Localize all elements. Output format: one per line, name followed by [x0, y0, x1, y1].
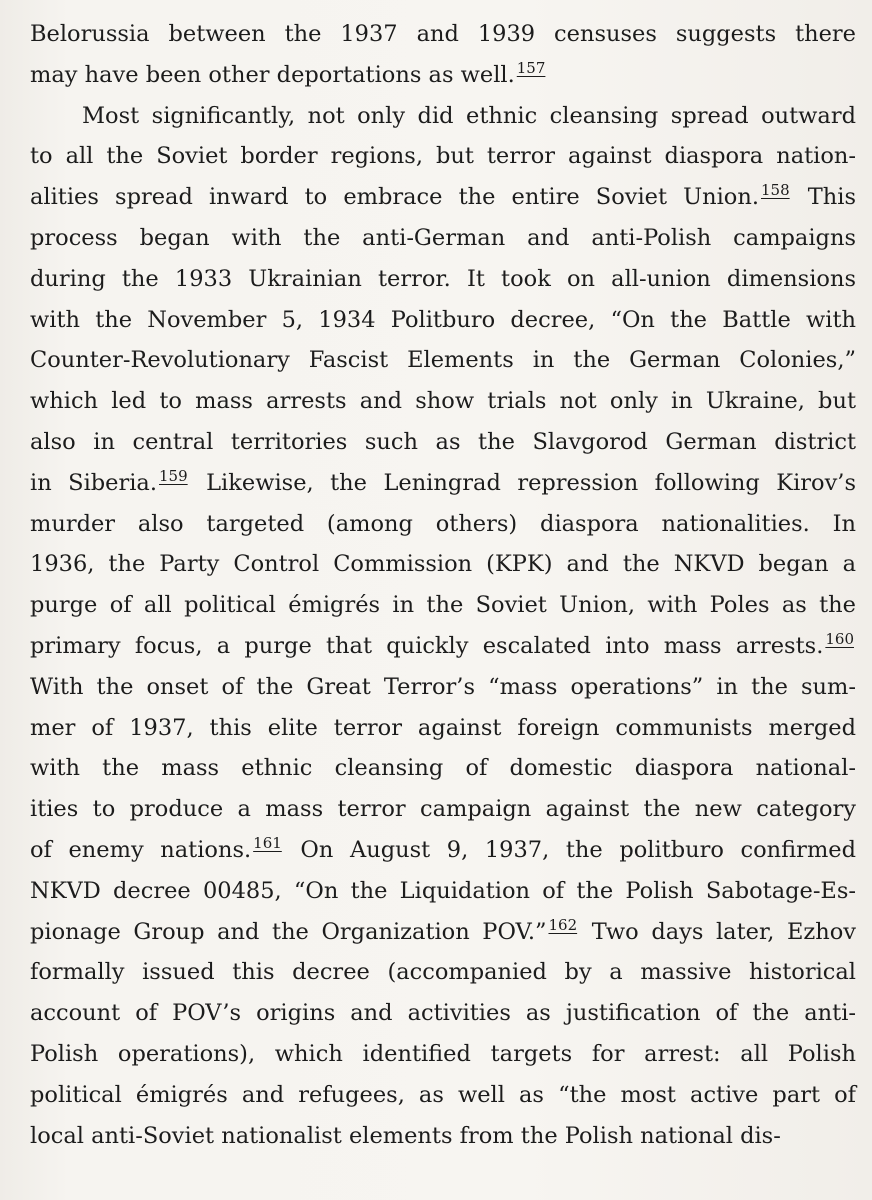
text-line	[30, 463, 856, 504]
text-segment: during the 1933 Ukrainian terror. It took on all-union dimensions	[30, 265, 856, 292]
text-line	[30, 993, 856, 1034]
text-line	[30, 1075, 856, 1116]
footnote-marker[interactable]: 160	[825, 629, 854, 648]
text-segment: Two days later, Ezhov	[579, 918, 857, 945]
text-segment: Counter-Revolutionary Fascist Elements in the German Colonies,”	[30, 347, 856, 374]
text-line	[30, 300, 856, 341]
text-line	[30, 871, 856, 912]
text-segment: 1936, the Party Control Commission (KPK) and the NKVD began a	[30, 551, 856, 578]
text-line	[30, 626, 856, 667]
text-segment: Likewise, the Leningrad repression following Kirov’s	[189, 469, 856, 496]
text-line	[30, 585, 856, 626]
text-segment: account of POV’s origins and activities as justification of the anti-	[30, 1000, 856, 1027]
text-line	[30, 830, 856, 871]
text-line	[30, 259, 856, 300]
text-segment: alities spread inward to embrace the entire Soviet Union.	[30, 184, 759, 211]
text-segment: With the onset of the Great Terror’s “mass operations” in the sum-	[30, 673, 856, 700]
body-text	[30, 14, 856, 1156]
footnote-marker[interactable]: 158	[760, 181, 790, 200]
text-segment: primary focus, a purge that quickly escalated into mass arrests.	[30, 632, 824, 659]
text-segment: Polish operations), which identified targets for arrest: all Polish	[30, 1040, 856, 1067]
text-segment: in Siberia.	[30, 469, 157, 496]
text-line	[30, 177, 856, 218]
text-line	[30, 667, 856, 708]
text-line	[30, 748, 856, 789]
text-segment: pionage Group and the Organization POV.”	[30, 918, 547, 945]
text-line	[30, 381, 856, 422]
text-line	[30, 340, 856, 381]
text-line	[30, 708, 856, 749]
text-segment: local anti-Soviet nationalist elements from the Polish national dis-	[30, 1122, 781, 1149]
text-segment: mer of 1937, this elite terror against foreign communists merged	[30, 714, 856, 741]
text-segment: Most significantly, not only did ethnic cleansing spread outward	[82, 102, 856, 129]
text-segment: Belorussia between the 1937 and 1939 censuses suggests there	[30, 21, 856, 47]
text-line	[30, 1034, 856, 1075]
text-line	[30, 422, 856, 463]
text-segment: may have been other deportations as well.	[30, 61, 515, 88]
text-line	[30, 14, 856, 55]
text-line	[30, 544, 856, 585]
text-segment: process began with the anti-German and anti-Polish campaigns	[30, 224, 856, 251]
text-line	[30, 55, 856, 96]
text-segment: On August 9, 1937, the politburo confirmed	[283, 836, 856, 863]
text-line	[30, 789, 856, 830]
text-segment: purge of all political émigrés in the Soviet Union, with Poles as the	[30, 592, 856, 619]
text-segment: which led to mass arrests and show trials not only in Ukraine, but	[30, 388, 856, 415]
text-segment: with the November 5, 1934 Politburo decree, “On the Battle with	[30, 306, 856, 333]
text-line	[30, 912, 856, 953]
text-line	[30, 952, 856, 993]
text-line	[30, 96, 856, 137]
text-segment: also in central territories such as the Slavgorod German district	[30, 428, 856, 455]
text-segment: with the mass ethnic cleansing of domestic diaspora national-	[30, 755, 856, 782]
text-line	[30, 1116, 856, 1157]
text-segment: ities to produce a mass terror campaign against the new category	[30, 796, 856, 823]
footnote-marker[interactable]: 161	[253, 833, 282, 852]
text-line	[30, 504, 856, 545]
text-line	[30, 218, 856, 259]
text-segment: formally issued this decree (accompanied by a massive historical	[30, 959, 856, 986]
text-segment: of enemy nations.	[30, 836, 252, 863]
text-segment: murder also targeted (among others) diaspora nationalities. In	[30, 510, 856, 537]
text-segment: political émigrés and refugees, as well as “the most active part of	[30, 1081, 856, 1108]
text-segment: This	[791, 184, 856, 211]
footnote-marker[interactable]: 159	[159, 466, 188, 485]
text-segment: NKVD decree 00485, “On the Liquidation of the Polish Sabotage-Es-	[30, 877, 856, 904]
footnote-marker[interactable]: 162	[548, 915, 578, 934]
text-segment: to all the Soviet border regions, but terror against diaspora nation-	[30, 143, 856, 170]
text-line	[30, 136, 856, 177]
footnote-marker[interactable]: 157	[516, 58, 546, 77]
